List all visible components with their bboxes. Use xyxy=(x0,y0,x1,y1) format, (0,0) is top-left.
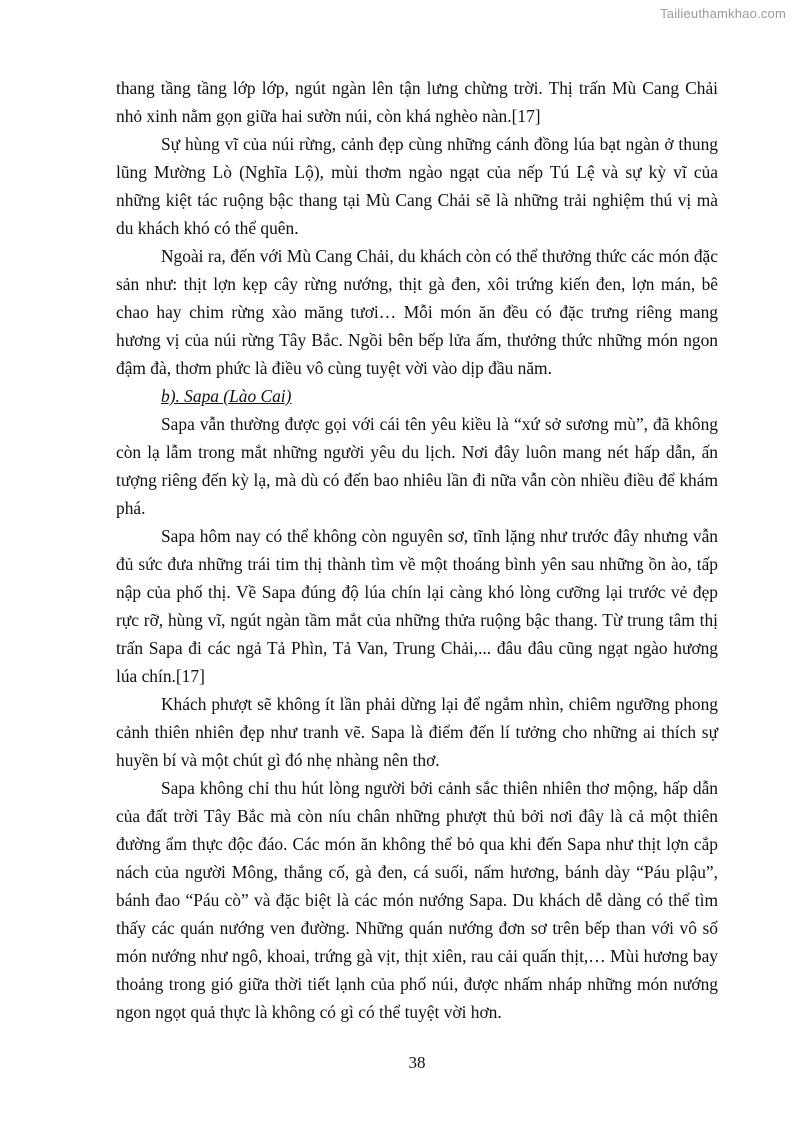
page-number: 38 xyxy=(408,1053,426,1072)
paragraph-continuation: thang tầng tầng lớp lớp, ngút ngàn lên tận lưng chừng trời. Thị trấn Mù Cang Chải nhỏ xinh nằm gọn giữa hai sườn núi, còn khá nghèo nàn.[17] xyxy=(116,78,718,126)
paragraph-sapa-scenery: Khách phượt sẽ không ít lần phải dừng lại để ngắm nhìn, chiêm ngưỡng phong cảnh thiên nhiên đẹp như tranh vẽ. Sapa là điểm đến lí tưởng cho những ai thích sự huyền bí và một chút gì đó nhẹ nhàng nên thơ. xyxy=(116,694,718,770)
paragraph-muong-lo: Sự hùng vĩ của núi rừng, cảnh đẹp cùng những cánh đồng lúa bạt ngàn ở thung lũng Mường Lò (Nghĩa Lộ), mùi thơm ngào ngạt của nếp Tú Lệ và sự kỳ vĩ của những kiệt tác ruộng bậc thang tại Mù Cang Chải sẽ là những trải nghiệm thú vị mà du khách khó có thể quên. xyxy=(116,134,718,238)
paragraph-sapa-cuisine: Sapa không chỉ thu hút lòng người bởi cảnh sắc thiên nhiên thơ mộng, hấp dẫn của đất trời Tây Bắc mà còn níu chân những phượt thủ bởi nơi đây là cả một thiên đường ẩm thực độc đáo. Các món ăn không thể bỏ qua khi đến Sapa như thịt lợn cắp nách của người Mông, thắng cố, gà đen, cá suối, nấm hương, bánh dày “Páu plậu”, bánh đao “Páu cò” và đặc biệt là các món nướng Sapa. Du khách dễ dàng có thể tìm thấy các quán nướng ven đường. Những quán nướng đơn sơ trên bếp than với vô số món nướng như ngô, khoai, trứng gà vịt, thịt xiên, rau cải quấn thịt,… Mùi hương bay thoảng trong gió giữa thời tiết lạnh của phố núi, được nhấm nháp những món nướng ngon ngọt quả thực là không có gì có thể tuyệt vời hơn. xyxy=(116,778,718,1022)
page-content xyxy=(116,74,718,1026)
paragraph-sapa-today: Sapa hôm nay có thể không còn nguyên sơ, tĩnh lặng như trước đây nhưng vẫn đủ sức đưa những trái tim thị thành tìm về một thoáng bình yên sau những ồn ào, tấp nập của phố thị. Về Sapa đúng độ lúa chín lại càng khó lòng cưỡng lại trước vẻ đẹp rực rỡ, hùng vĩ, ngút ngàn tầm mắt của những thửa ruộng bậc thang. Từ trung tâm thị trấn Sapa đi các ngả Tả Phìn, Tả Van, Trung Chải,... đâu đâu cũng ngạt ngào hương lúa chín.[17] xyxy=(116,526,718,686)
section-heading-sapa: b). Sapa (Lào Cai) xyxy=(161,386,292,406)
paragraph-sapa-intro: Sapa vẫn thường được gọi với cái tên yêu kiều là “xứ sở sương mù”, đã không còn lạ lẫm trong mắt những người yêu du lịch. Nơi đây luôn mang nét hấp dẫn, ấn tượng riêng đến kỳ lạ, mà dù có đến bao nhiêu lần đi nữa vẫn còn nhiều điều để khám phá. xyxy=(116,414,718,518)
watermark: Tailieuthamkhao.com xyxy=(660,6,786,21)
paragraph-mu-cang-chai-food: Ngoài ra, đến với Mù Cang Chải, du khách còn có thể thưởng thức các món đặc sản như: thịt lợn kẹp cây rừng nướng, thịt gà đen, xôi trứng kiến đen, lợn mán, bê chao hay chim rừng xào măng tươi… Mỗi món ăn đều có đặc trưng riêng mang hương vị của núi rừng Tây Bắc. Ngồi bên bếp lửa ấm, thưởng thức những món ngon đậm đà, thơm phức là điều vô cùng tuyệt vời vào dịp đầu năm. xyxy=(116,246,718,378)
